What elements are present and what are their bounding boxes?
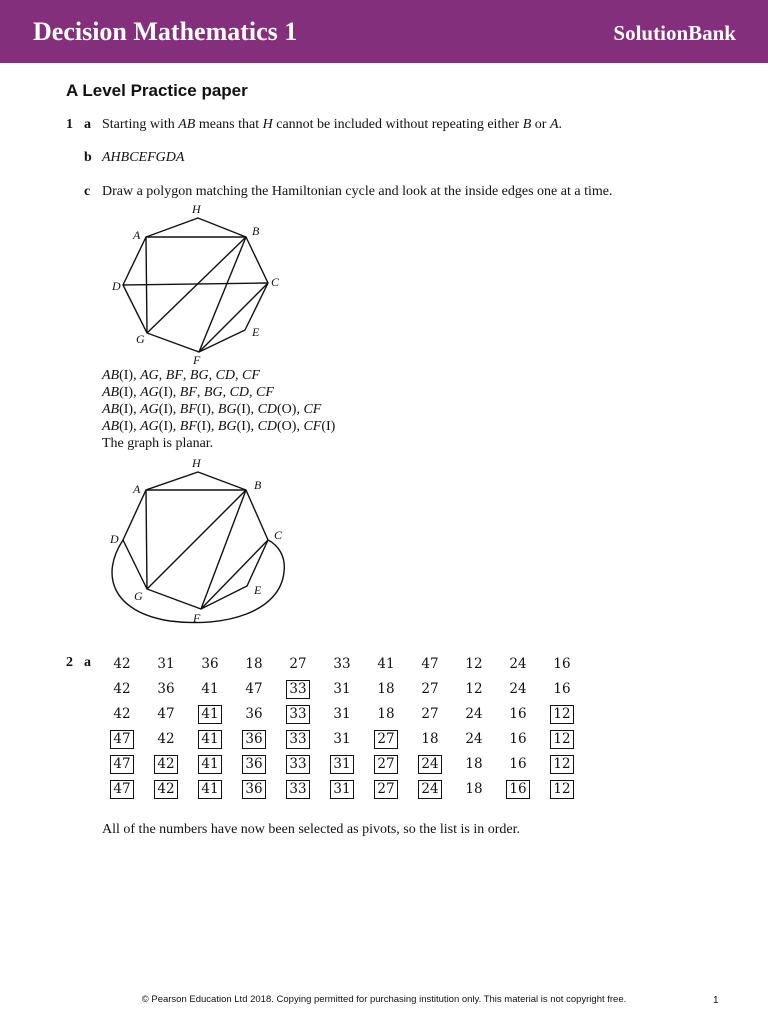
edge-status: (I), — [119, 368, 141, 383]
edge-bg — [147, 490, 246, 589]
list-value: 42 — [113, 706, 131, 722]
pivot-value: 41 — [198, 780, 221, 799]
list-cell — [540, 702, 584, 727]
list-cell — [188, 752, 232, 777]
list-value: 36 — [201, 656, 219, 672]
edge-status: (I), — [158, 419, 180, 434]
list-value: 24 — [465, 731, 483, 747]
list-cell — [100, 727, 144, 752]
copyright-footer: © Pearson Education Ltd 2018. Copying permitted for purchasing institution only. This material is not copyright free. — [141, 994, 627, 1005]
pivot-value: 33 — [286, 680, 309, 699]
pivot-value: 12 — [550, 780, 573, 799]
answer-1a — [102, 117, 562, 133]
edge-name: BG — [217, 419, 237, 434]
edge-status: (I), — [196, 402, 218, 417]
list-value: 36 — [245, 706, 263, 722]
pivot-value: 27 — [374, 730, 397, 749]
pivot-value: 41 — [198, 705, 221, 724]
list-cell — [364, 752, 408, 777]
pass-row — [100, 652, 584, 677]
list-value: 42 — [113, 656, 131, 672]
edge-name: CD — [229, 385, 250, 400]
pivot-value: 31 — [330, 755, 353, 774]
list-cell — [540, 752, 584, 777]
list-cell — [144, 777, 188, 802]
pivot-value: 41 — [198, 755, 221, 774]
list-cell — [408, 777, 452, 802]
edge-status: (I), — [119, 402, 141, 417]
list-cell — [320, 677, 364, 702]
list-cell — [188, 727, 232, 752]
edge-name: BF — [179, 385, 197, 400]
book-title: Decision Mathematics 1 — [33, 17, 298, 46]
list-value: 33 — [333, 656, 351, 672]
list-cell — [276, 752, 320, 777]
edge-status: (I), — [119, 385, 141, 400]
list-cell — [232, 677, 276, 702]
edge-name: AB — [102, 385, 120, 400]
vertex-label: C — [271, 275, 280, 289]
list-cell — [232, 752, 276, 777]
list-cell — [144, 652, 188, 677]
hamiltonian-polygon-diagram — [108, 200, 298, 368]
list-cell — [188, 652, 232, 677]
pass-row — [100, 752, 584, 777]
pivot-value: 33 — [286, 780, 309, 799]
answer-1b: AHBCEFGDA — [102, 150, 185, 165]
vertex-label: D — [112, 279, 121, 293]
vertex-label: G — [134, 589, 143, 603]
list-cell — [452, 652, 496, 677]
list-cell — [496, 677, 540, 702]
list-cell — [452, 677, 496, 702]
list-value: 12 — [465, 656, 483, 672]
edge-name: CD — [257, 419, 278, 434]
edge-status: (O), — [277, 402, 304, 417]
pivot-value: 36 — [242, 730, 265, 749]
edge-name: BF — [179, 419, 197, 434]
text-segment: . — [558, 117, 563, 132]
edge-name: AG — [140, 368, 159, 383]
pivot-value: 47 — [110, 730, 133, 749]
vertex-label: A — [133, 228, 141, 242]
list-value: 31 — [333, 706, 351, 722]
edge-status: (I), — [196, 419, 218, 434]
sort-conclusion: All of the numbers have now been selected as pivots, so the list is in order. — [102, 822, 520, 837]
list-cell — [364, 677, 408, 702]
pass-row — [100, 677, 584, 702]
part-label-1a: a — [84, 117, 91, 132]
classification-line — [102, 384, 335, 401]
list-cell — [232, 652, 276, 677]
paper-title: A Level Practice paper — [66, 81, 248, 100]
pivot-value: 36 — [242, 755, 265, 774]
list-cell — [100, 752, 144, 777]
edge-status: , — [182, 368, 190, 383]
list-value: 18 — [465, 781, 483, 797]
list-value: 16 — [553, 656, 571, 672]
list-value: 24 — [509, 681, 527, 697]
list-value: 47 — [421, 656, 439, 672]
list-cell — [364, 652, 408, 677]
pivot-value: 41 — [198, 730, 221, 749]
list-cell — [276, 727, 320, 752]
edge-bf — [199, 237, 246, 352]
list-cell — [540, 652, 584, 677]
classification-line — [102, 367, 335, 384]
text-segment: or — [531, 117, 550, 132]
vertex-label: E — [252, 325, 260, 339]
list-value: 16 — [553, 681, 571, 697]
text-segment: AB — [178, 117, 196, 132]
list-value: 41 — [377, 656, 395, 672]
list-cell — [320, 652, 364, 677]
list-cell — [320, 777, 364, 802]
list-cell — [144, 727, 188, 752]
list-cell — [364, 702, 408, 727]
list-value: 16 — [509, 731, 527, 747]
edge-status: (I), — [158, 402, 180, 417]
list-cell — [188, 702, 232, 727]
pivot-value: 12 — [550, 705, 573, 724]
edge-name: BF — [179, 402, 197, 417]
edge-ag — [146, 490, 147, 589]
list-value: 18 — [421, 731, 439, 747]
header-banner — [0, 0, 768, 63]
edge-status: (I) — [321, 419, 336, 434]
edge-name: AG — [140, 402, 159, 417]
list-cell — [100, 777, 144, 802]
list-cell — [144, 752, 188, 777]
list-cell — [452, 727, 496, 752]
list-value: 41 — [201, 681, 219, 697]
list-cell — [496, 652, 540, 677]
list-value: 42 — [157, 731, 175, 747]
list-cell — [540, 677, 584, 702]
edge-name: CD — [215, 368, 236, 383]
list-value: 18 — [245, 656, 263, 672]
pivot-value: 27 — [374, 780, 397, 799]
edge-name: CF — [303, 419, 322, 434]
list-cell — [408, 677, 452, 702]
pass-row — [100, 727, 584, 752]
edge-name: CD — [257, 402, 278, 417]
question-number-2: 2 — [66, 655, 73, 670]
list-cell — [276, 777, 320, 802]
list-value: 42 — [113, 681, 131, 697]
list-value: 36 — [157, 681, 175, 697]
text-segment: H — [262, 117, 273, 132]
list-cell — [496, 777, 540, 802]
list-cell — [276, 652, 320, 677]
pivot-value: 42 — [154, 780, 177, 799]
vertex-label: F — [193, 353, 201, 367]
page-number: 1 — [713, 995, 719, 1006]
list-cell — [452, 752, 496, 777]
text-segment: Starting with — [102, 117, 179, 132]
list-value: 12 — [465, 681, 483, 697]
vertex-label: D — [110, 532, 119, 546]
list-cell — [144, 677, 188, 702]
edge-name: AB — [102, 419, 120, 434]
list-cell — [496, 727, 540, 752]
list-cell — [540, 777, 584, 802]
list-value: 24 — [509, 656, 527, 672]
pivot-value: 12 — [550, 730, 573, 749]
quicksort-table — [100, 652, 584, 802]
list-cell — [408, 702, 452, 727]
vertex-label: H — [192, 202, 201, 216]
list-cell — [188, 677, 232, 702]
list-value: 27 — [289, 656, 307, 672]
text-segment: cannot be included without repeating either — [272, 117, 523, 132]
list-value: 47 — [157, 706, 175, 722]
vertex-label: C — [274, 528, 283, 542]
edge-status: , — [208, 368, 216, 383]
list-value: 18 — [377, 706, 395, 722]
edge-name: AG — [140, 419, 159, 434]
edge-classification-lines — [102, 367, 335, 452]
list-cell — [232, 777, 276, 802]
list-cell — [232, 727, 276, 752]
edge-status: (I), — [158, 385, 180, 400]
pass-row — [100, 702, 584, 727]
list-cell — [496, 702, 540, 727]
pivot-value: 24 — [418, 755, 441, 774]
text-segment: A — [549, 117, 559, 132]
pivot-value: 33 — [286, 730, 309, 749]
list-cell — [100, 652, 144, 677]
list-cell — [452, 777, 496, 802]
text-segment: means that — [195, 117, 263, 132]
edge-name: AG — [140, 385, 159, 400]
list-value: 18 — [377, 681, 395, 697]
list-cell — [320, 752, 364, 777]
list-value: 16 — [509, 706, 527, 722]
list-cell — [100, 702, 144, 727]
list-cell — [408, 652, 452, 677]
vertex-label: G — [136, 332, 145, 346]
edge-status: , — [222, 385, 230, 400]
edge-name: AB — [102, 368, 120, 383]
pivot-value: 31 — [330, 780, 353, 799]
pivot-value: 42 — [154, 755, 177, 774]
edge-cd — [123, 283, 268, 285]
list-cell — [408, 752, 452, 777]
edge-name: BF — [165, 368, 183, 383]
list-value: 31 — [333, 681, 351, 697]
vertex-label: H — [192, 456, 201, 470]
edge-name: AB — [102, 402, 120, 417]
list-cell — [320, 702, 364, 727]
list-cell — [276, 677, 320, 702]
edge-name: BG — [217, 402, 237, 417]
edge-bf — [201, 490, 246, 609]
edge-status: (I), — [236, 419, 258, 434]
pivot-value: 12 — [550, 755, 573, 774]
part-label-1c: c — [84, 184, 91, 199]
edge-status: (I), — [119, 419, 141, 434]
pivot-value: 33 — [286, 705, 309, 724]
list-cell — [364, 727, 408, 752]
edge-status: , — [249, 385, 257, 400]
question-number-1: 1 — [66, 117, 73, 132]
answer-1c-text: Draw a polygon matching the Hamiltonian cycle and look at the inside edges one at a time. — [102, 184, 613, 199]
list-cell — [320, 727, 364, 752]
classification-line — [102, 401, 335, 418]
pivot-value: 47 — [110, 755, 133, 774]
edge-name: BG — [203, 385, 223, 400]
part-label-2a: a — [84, 655, 91, 670]
planar-conclusion: The graph is planar. — [102, 436, 214, 451]
part-label-1b: b — [84, 150, 92, 165]
list-cell — [408, 727, 452, 752]
edge-name: BG — [189, 368, 209, 383]
vertex-label: F — [193, 611, 201, 625]
list-cell — [232, 702, 276, 727]
list-cell — [188, 777, 232, 802]
planar-redraw-diagram — [104, 452, 294, 628]
pivot-value: 16 — [506, 780, 529, 799]
list-value: 27 — [421, 681, 439, 697]
text-segment: B — [522, 117, 532, 132]
pivot-value: 33 — [286, 755, 309, 774]
edge-name: CF — [256, 385, 274, 400]
edge-cf — [199, 283, 268, 352]
list-cell — [364, 777, 408, 802]
pivot-value: 24 — [418, 780, 441, 799]
list-value: 16 — [509, 756, 527, 772]
pivot-value: 27 — [374, 755, 397, 774]
edge-status: , — [235, 368, 243, 383]
pivot-value: 47 — [110, 780, 133, 799]
brand-name: SolutionBank — [613, 21, 736, 45]
list-value: 47 — [245, 681, 263, 697]
edge-name: CF — [242, 368, 260, 383]
edge-status: , — [196, 385, 204, 400]
classification-line — [102, 418, 335, 435]
edge-cf — [201, 540, 268, 609]
vertex-label: A — [133, 482, 141, 496]
list-cell — [100, 677, 144, 702]
edge-status: (I), — [236, 402, 258, 417]
list-value: 31 — [333, 731, 351, 747]
edge-status: (O), — [277, 419, 304, 434]
vertex-label: E — [254, 583, 262, 597]
list-value: 27 — [421, 706, 439, 722]
list-cell — [496, 752, 540, 777]
list-cell — [144, 702, 188, 727]
list-cell — [540, 727, 584, 752]
vertex-label: B — [252, 224, 260, 238]
edge-status: , — [158, 368, 166, 383]
list-value: 18 — [465, 756, 483, 772]
list-value: 24 — [465, 706, 483, 722]
edge-name: CF — [303, 402, 322, 417]
vertex-label: B — [254, 478, 262, 492]
list-value: 31 — [157, 656, 175, 672]
list-cell — [276, 702, 320, 727]
list-cell — [452, 702, 496, 727]
pivot-value: 36 — [242, 780, 265, 799]
pass-row — [100, 777, 584, 802]
